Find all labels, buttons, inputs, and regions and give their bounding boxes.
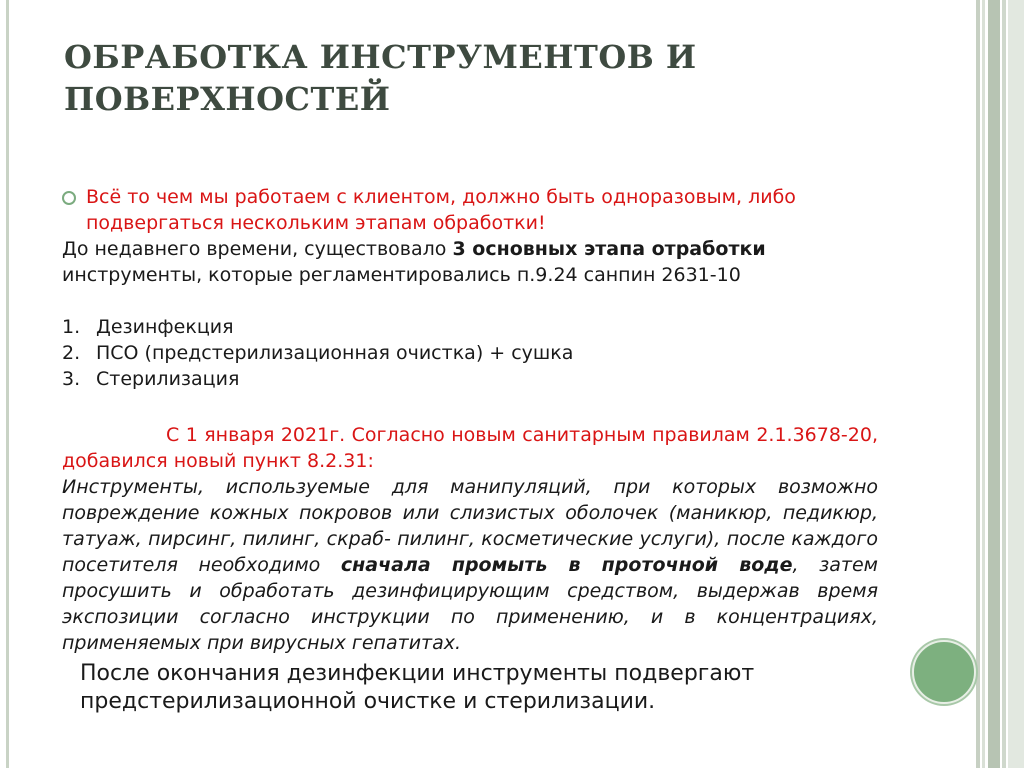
slide-title: ОБРАБОТКА ИНСТРУМЕНТОВ И ПОВЕРХНОСТЕЙ — [64, 38, 697, 118]
list-item: 1. Дезинфекция — [62, 316, 234, 338]
bullet-item — [62, 184, 878, 236]
list-item: 3. Стерилизация — [62, 368, 240, 390]
bullet-text: Всё то чем мы работаем с клиентом, должно быть одноразовым, либо подвергаться нескольким этапам обработки! — [86, 186, 796, 234]
intro-paragraph — [62, 236, 878, 288]
rule-bold: сначала промыть в проточной воде — [340, 554, 793, 576]
left-decorative-rule — [6, 0, 9, 768]
overlay-text: После окончания дезинфекции инструменты подвергают предстерилизационной очистке и стерилизации. — [80, 661, 755, 714]
intro-bold: 3 основных этапа отработки — [452, 238, 766, 260]
rule-intro: С 1 января 2021г. Согласно новым санитарным правилам 2.1.3678-20, добавился новый пункт 8.2.31: — [62, 424, 878, 472]
slide-content — [62, 184, 878, 656]
steps-list — [62, 314, 878, 392]
list-item: 2. ПСО (предстерилизационная очистка) + сушка — [62, 342, 574, 364]
circle-bullet-icon — [62, 191, 76, 205]
rule-text: Инструменты, используемые для манипуляций, при которых возможно повреждение кожных покровов или слизистых оболочек (маникюр, педикюр, татуаж, пирсинг, пилинг, скраб- пилинг, косметические услуги), после каждого посетителя необходимо сначала промыть в проточной воде, затем просушить и обработать дезинфицирующим средством, выдержав время экспозиции согласно инструкции по применению, и в концентрациях, применяемых при вирусных гепатитах. — [62, 476, 878, 654]
intro-text-2: инструменты, которые регламентировались п.9.24 санпин 2631-10 — [62, 264, 741, 286]
decorative-circle — [912, 640, 976, 704]
intro-text: До недавнего времени, существовало — [62, 238, 453, 260]
right-decorative-stripes — [976, 0, 1024, 768]
